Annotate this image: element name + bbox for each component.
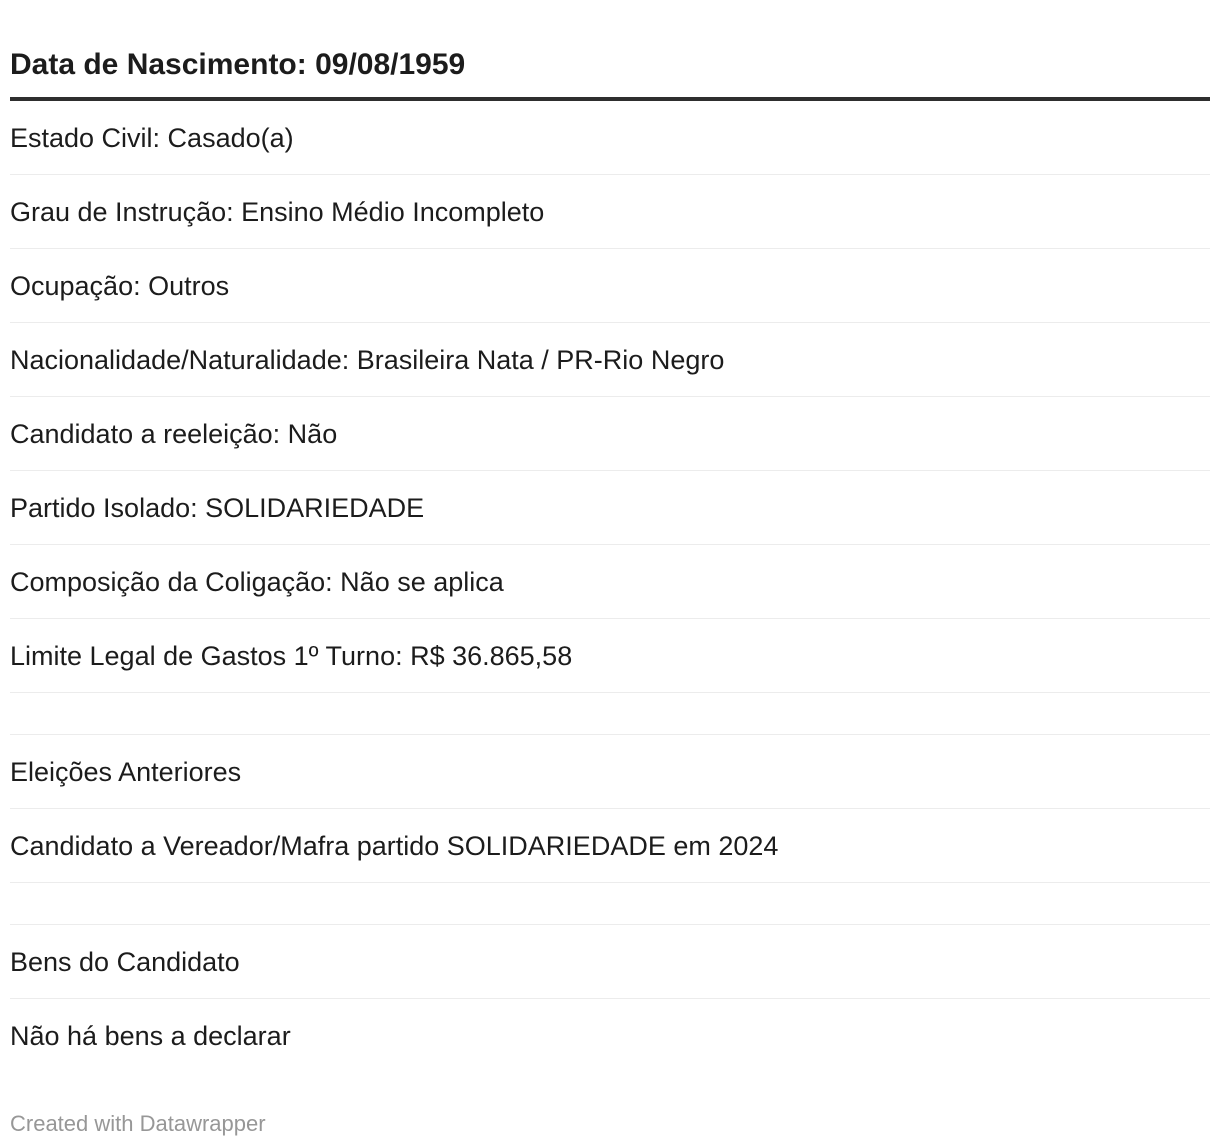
table-cell-text: Limite Legal de Gastos 1º Turno: R$ 36.865,58 xyxy=(10,640,573,671)
table-cell-text: Bens do Candidato xyxy=(10,946,240,977)
attribution xyxy=(10,1073,1210,1137)
table-cell-text: Eleições Anteriores xyxy=(10,756,242,787)
table-row-empty xyxy=(10,693,1210,735)
table-cell-text: Composição da Coligação: Não se aplica xyxy=(10,566,504,597)
table-row xyxy=(10,101,1210,175)
table-body xyxy=(0,101,1220,1073)
table-cell-text: Candidato a Vereador/Mafra partido SOLIDARIEDADE em 2024 xyxy=(10,830,779,861)
table-cell-text: Candidato a reeleição: Não xyxy=(10,418,338,449)
table-row xyxy=(10,619,1210,693)
table-row xyxy=(10,323,1210,397)
table-cell-text: Estado Civil: Casado(a) xyxy=(10,122,294,153)
table-row xyxy=(10,175,1210,249)
table-cell-text: Não há bens a declarar xyxy=(10,1021,291,1051)
table-row xyxy=(10,999,1210,1073)
table-row xyxy=(10,471,1210,545)
table-header-birthdate: Data de Nascimento: 09/08/1959 xyxy=(10,0,1210,101)
table-cell-text: Partido Isolado: SOLIDARIEDADE xyxy=(10,492,425,523)
table-row xyxy=(10,809,1210,883)
table-row xyxy=(10,249,1210,323)
table-row-empty xyxy=(10,883,1210,925)
table-row xyxy=(10,545,1210,619)
table-cell-text: Nacionalidade/Naturalidade: Brasileira Nata / PR-Rio Negro xyxy=(10,344,725,375)
table-cell-text: Grau de Instrução: Ensino Médio Incompleto xyxy=(10,196,545,227)
table-cell-text: Ocupação: Outros xyxy=(10,270,230,301)
table-row xyxy=(10,397,1210,471)
table-row xyxy=(10,925,1210,999)
table-row xyxy=(10,735,1210,809)
datawrapper-attribution-link[interactable]: Created with Datawrapper xyxy=(10,1111,266,1136)
